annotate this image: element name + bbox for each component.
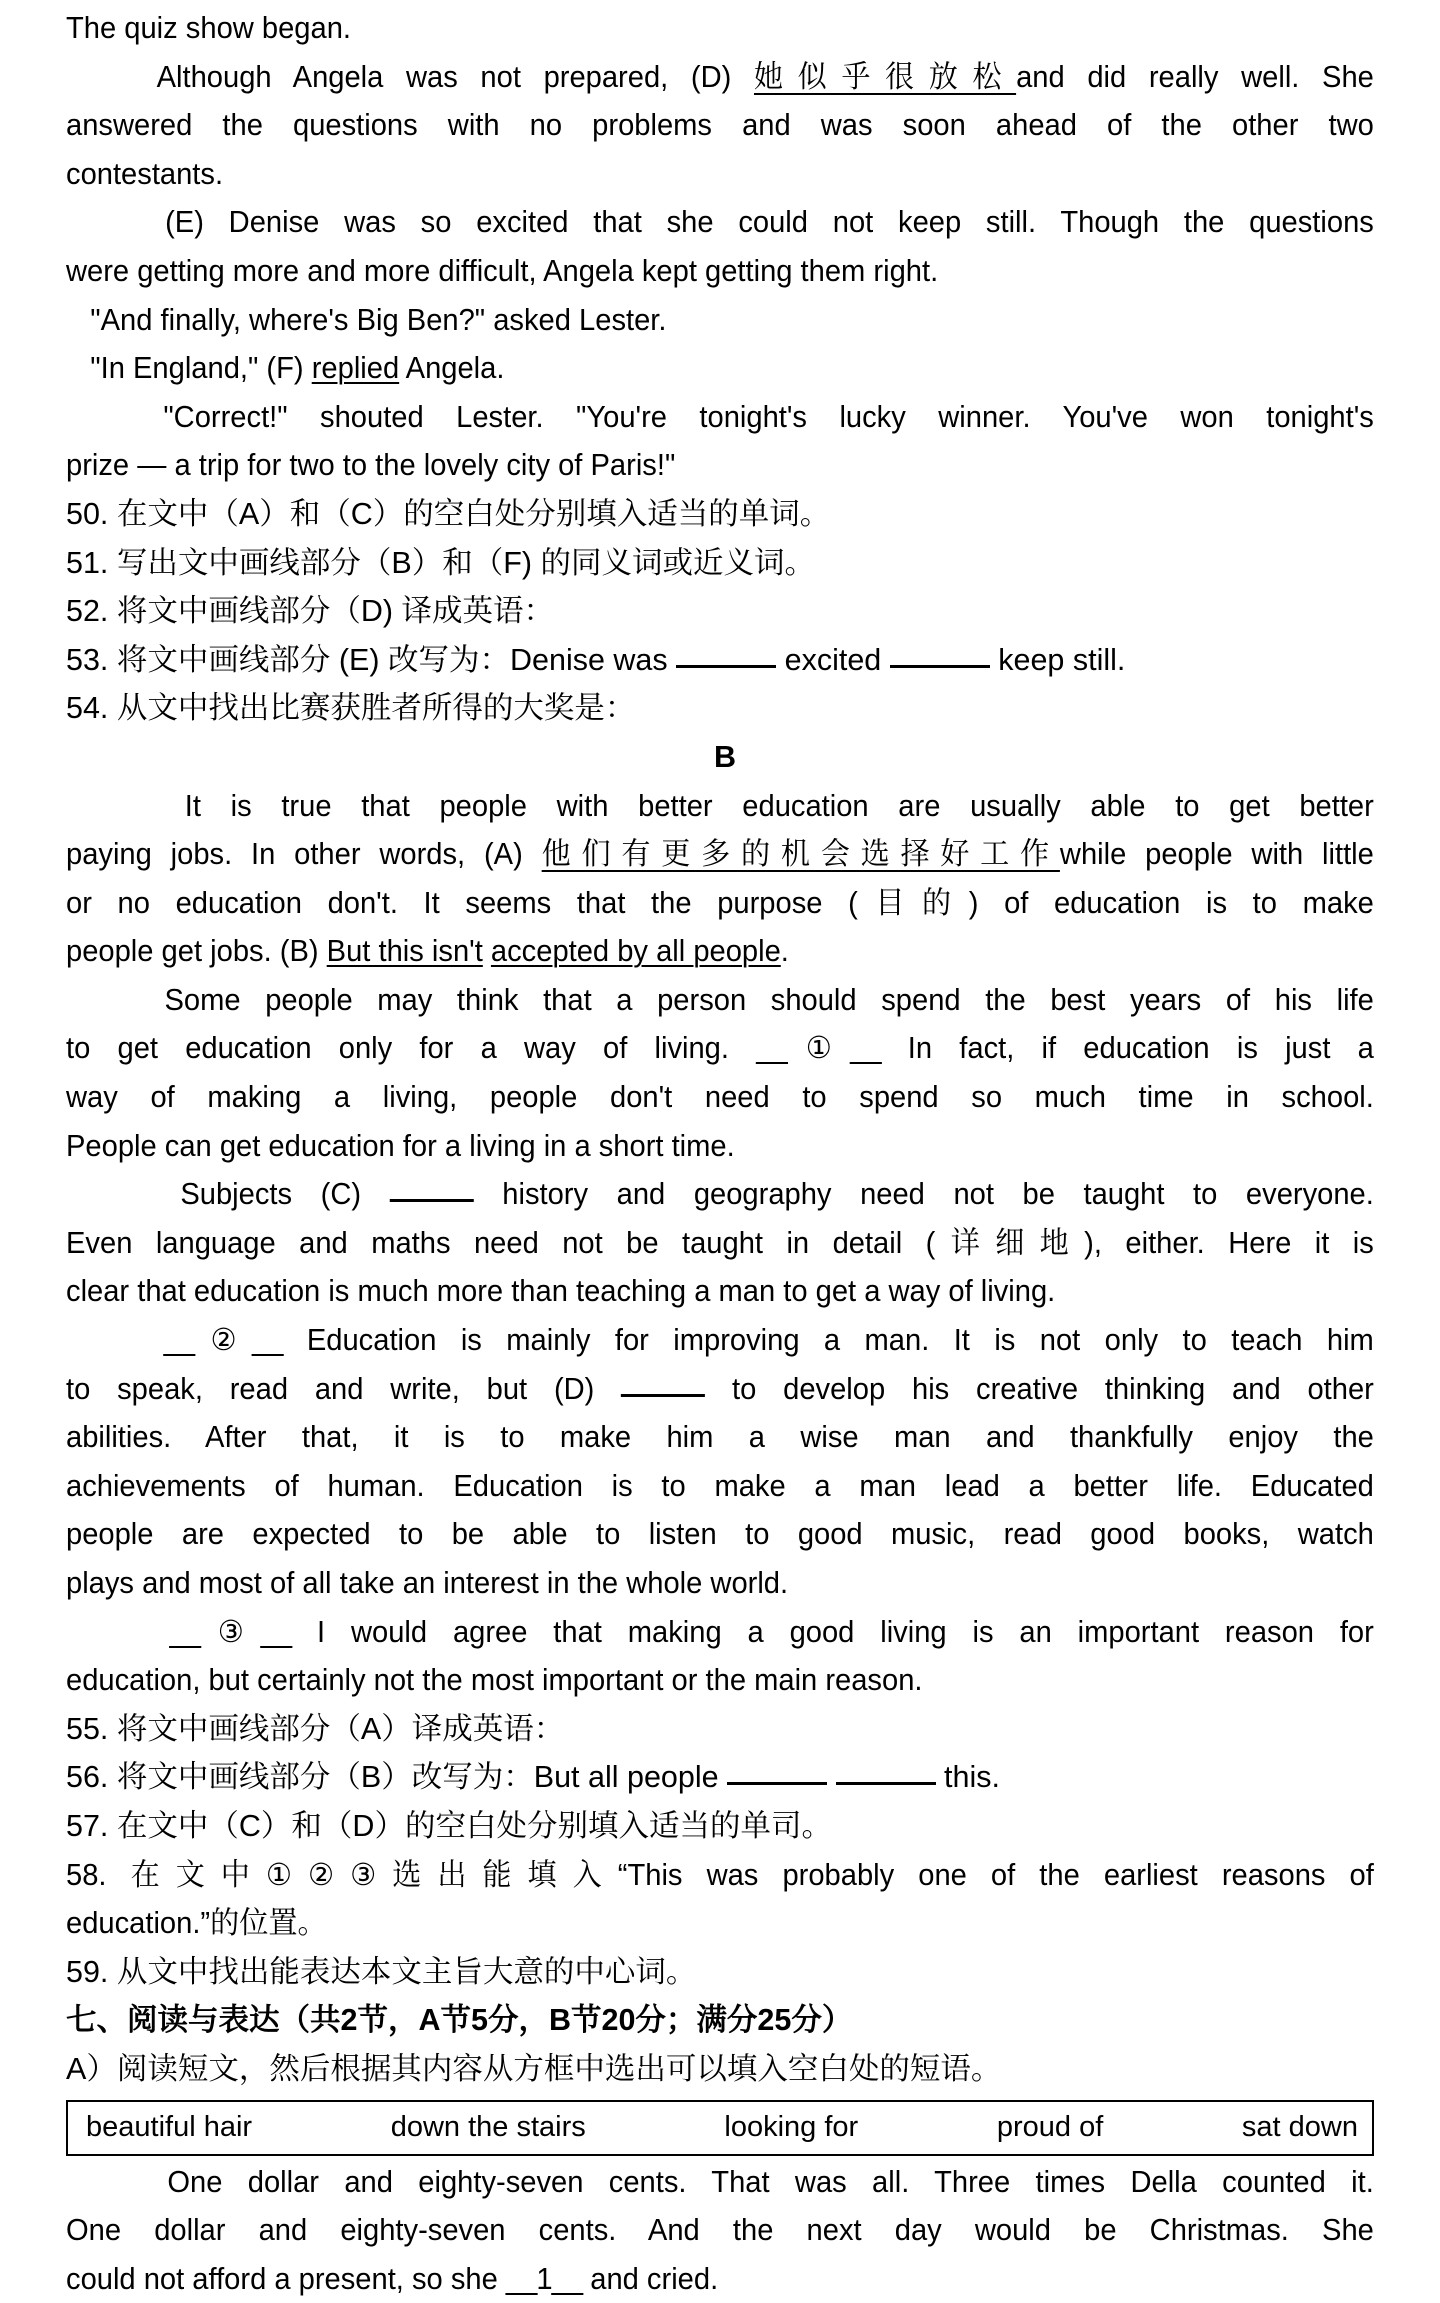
- question-51: [66, 539, 1374, 588]
- question-number: 59.: [66, 1954, 109, 1989]
- text-line: education, but certainly not the most important or the main reason.: [66, 1663, 923, 1698]
- question-text: 将文中画线部分（B）改写为：But all people: [116, 1760, 719, 1795]
- text-line: The quiz show began.: [66, 11, 351, 45]
- text-line: [66, 1316, 1374, 1365]
- passage-a-paragraph-2: [66, 53, 1374, 199]
- blank-marker-3[interactable]: __③__: [169, 1614, 292, 1649]
- word-box-item[interactable]: down the stairs: [390, 2111, 586, 2144]
- text-run: could not afford a present, so she: [66, 2261, 506, 2296]
- text-line: [66, 296, 1374, 345]
- question-50: [66, 490, 1374, 539]
- passage-b-paragraph-1: [66, 782, 1374, 976]
- question-text: 将文中画线部分（A）译成英语：: [116, 1711, 565, 1746]
- text-line: [66, 1365, 1374, 1414]
- question-text: 在文中（A）和（C）的空白处分别填入适当的单词。: [116, 496, 831, 531]
- passage-c-paragraph: [66, 2158, 1374, 2303]
- text-line: [66, 393, 1374, 442]
- question-text: 在文中（C）和（D）的空白处分别填入适当的单司。: [116, 1808, 832, 1843]
- blank-marker-1[interactable]: __①__: [756, 1031, 881, 1066]
- underlined-phrase-b2: accepted by all people: [490, 934, 781, 969]
- word-box-item[interactable]: beautiful hair: [86, 2111, 253, 2144]
- text-run: and did really well. She: [1016, 59, 1374, 94]
- passage-b-paragraph-4: [66, 1316, 1374, 1608]
- text-run: history and geography need not be taught to everyone.: [473, 1177, 1374, 1212]
- answer-blank[interactable]: [727, 1762, 827, 1785]
- passage-a-paragraph-3: [66, 198, 1374, 295]
- question-number: 52.: [66, 594, 109, 629]
- text-line: [66, 1608, 1374, 1657]
- underlined-chinese-d: 她似乎很放松: [753, 59, 1017, 94]
- text-run: paying jobs. In other words, (A): [66, 837, 542, 872]
- question-52: [66, 587, 1374, 636]
- section-seven-part-a: A）阅读短文，然后根据其内容从方框中选出可以填入空白处的短语。: [66, 2051, 1002, 2086]
- word-box-item[interactable]: looking for: [724, 2111, 859, 2144]
- text-line: clear that education is much more than teaching a man to get a way of living.: [66, 1274, 1056, 1309]
- text-run: "And finally, where's Big Ben?" asked Lester.: [90, 302, 667, 337]
- text-run: In fact, if education is just a: [880, 1031, 1374, 1066]
- text-run: to speak, read and write, but (D): [66, 1371, 622, 1406]
- question-text: 写出文中画线部分（B）和（F) 的同义词或近义词。: [116, 545, 815, 580]
- question-55: [66, 1705, 1374, 1754]
- question-59: [66, 1948, 1374, 1997]
- question-text: this.: [944, 1760, 1000, 1795]
- question-text: 从文中找出比赛获胜者所得的大奖是：: [116, 691, 636, 726]
- text-run: people get jobs. (B): [66, 934, 327, 969]
- question-number: 53.: [66, 642, 109, 677]
- text-line: [66, 927, 1374, 976]
- underlined-word-f: replied: [311, 351, 400, 386]
- text-line: [66, 1170, 1374, 1219]
- question-58: [66, 1851, 1374, 1948]
- passage-b-paragraph-2: [66, 976, 1374, 1170]
- text-line: [66, 53, 1374, 102]
- text-line: [66, 2255, 1374, 2303]
- text-run: while people with little: [1059, 837, 1374, 872]
- answer-blank[interactable]: [890, 645, 990, 668]
- passage-b-heading: B: [713, 739, 737, 774]
- text-run: .: [780, 934, 789, 969]
- text-run: It is true that people with better education are usually able to get better: [184, 788, 1374, 823]
- text-line: education.”的位置。: [66, 1906, 327, 1941]
- answer-blank[interactable]: [836, 1762, 936, 1785]
- text-line: or no education don't. It seems that the purpose (目的) of education is to make: [66, 885, 1374, 920]
- question-57: [66, 1802, 1374, 1851]
- passage-a-paragraph-5: [66, 344, 1374, 393]
- text-line: [66, 830, 1374, 879]
- text-line: [66, 198, 1374, 247]
- passage-a-line-1: [66, 4, 1374, 53]
- text-line: achievements of human. Education is to make a man lead a better life. Educated: [66, 1468, 1374, 1503]
- text-run: "Correct!" shouted Lester. "You're tonight's lucky winner. You've won tonight's: [163, 399, 1374, 434]
- question-text: excited: [784, 642, 882, 677]
- question-number: 57.: [66, 1808, 109, 1843]
- question-text: keep still.: [998, 642, 1126, 677]
- question-text: 将文中画线部分（D) 译成英语：: [116, 594, 555, 629]
- section-seven-heading: 七、阅读与表达（共2节，A节5分，B节20分；满分25分）: [66, 2003, 853, 2038]
- text-line: [66, 1851, 1374, 1900]
- text-run: One dollar and eighty-seven cents. That was all. Three times Della counted it.: [167, 2164, 1374, 2199]
- blank-marker-1[interactable]: __1__: [505, 2261, 583, 2296]
- text-run: Angela.: [399, 351, 505, 386]
- word-box-item[interactable]: sat down: [1241, 2111, 1358, 2144]
- word-choice-box: [66, 2100, 1374, 2156]
- text-run: Subjects (C): [180, 1177, 390, 1212]
- answer-blank-d[interactable]: [621, 1374, 705, 1397]
- text-line: One dollar and eighty-seven cents. And the next day would be Christmas. She: [66, 2213, 1374, 2248]
- underlined-phrase-b1: But this isn't: [326, 934, 483, 969]
- passage-b-paragraph-5: [66, 1608, 1374, 1705]
- text-line: contestants.: [66, 156, 224, 191]
- question-number: 56.: [66, 1760, 109, 1795]
- question-number: 50.: [66, 496, 109, 531]
- underlined-chinese-a: 他们有更多的机会选择好工作: [541, 837, 1060, 872]
- question-number: 58.: [66, 1857, 107, 1892]
- text-line: [66, 2158, 1374, 2207]
- answer-blank-c[interactable]: [390, 1179, 474, 1202]
- text-run: Although Angela was not prepared, (D): [156, 59, 754, 94]
- passage-b-paragraph-3: [66, 1170, 1374, 1316]
- answer-blank[interactable]: [676, 645, 776, 668]
- text-line: People can get education for a living in a short time.: [66, 1128, 735, 1163]
- text-run: Some people may think that a person should spend the best years of his life: [164, 982, 1374, 1017]
- text-line: [66, 344, 1374, 393]
- question-53: [66, 636, 1374, 685]
- text-line: plays and most of all take an interest in the whole world.: [66, 1566, 789, 1600]
- text-run: (E) Denise was so excited that she could not keep still. Though the questions: [165, 205, 1374, 240]
- question-number: 54.: [66, 691, 109, 726]
- text-run: to get education only for a way of living.: [66, 1031, 757, 1066]
- text-line: people are expected to be able to listen to good music, read good books, watch: [66, 1517, 1374, 1552]
- question-text: 将文中画线部分 (E) 改写为：Denise was: [116, 642, 668, 677]
- text-line: prize — a trip for two to the lovely city of Paris!": [66, 448, 676, 483]
- question-text: 从文中找出能表达本文主旨大意的中心词。: [116, 1954, 697, 1989]
- text-line: [66, 782, 1374, 831]
- word-box-item[interactable]: proud of: [996, 2111, 1104, 2144]
- question-56: [66, 1753, 1374, 1802]
- question-number: 55.: [66, 1711, 109, 1746]
- text-run: and cried.: [582, 2261, 719, 2296]
- text-run: I would agree that making a good living is an important reason for: [291, 1614, 1374, 1649]
- blank-marker-2[interactable]: __②__: [163, 1323, 283, 1358]
- question-54: [66, 684, 1374, 733]
- passage-a-paragraph-6: [66, 393, 1374, 490]
- question-text: 在文中①②③选出能填入“This was probably one of the earliest reasons of: [130, 1857, 1374, 1892]
- text-run: to develop his creative thinking and other: [705, 1371, 1374, 1406]
- text-line: answered the questions with no problems and was soon ahead of the other two: [66, 108, 1374, 143]
- text-line: [66, 1024, 1374, 1073]
- text-line: were getting more and more difficult, Angela kept getting them right.: [66, 253, 939, 288]
- text-line: [66, 976, 1374, 1025]
- text-run: Education is mainly for improving a man. It is not only to teach him: [282, 1323, 1374, 1358]
- question-number: 51.: [66, 545, 109, 580]
- text-line: way of making a living, people don't need to spend so much time in school.: [66, 1080, 1374, 1115]
- text-run: "In England," (F): [90, 351, 312, 386]
- passage-a-paragraph-4: [66, 296, 1374, 345]
- text-line: Even language and maths need not be taught in detail (详细地), either. Here it is: [66, 1225, 1374, 1260]
- text-line: abilities. After that, it is to make him a wise man and thankfully enjoy the: [66, 1420, 1374, 1455]
